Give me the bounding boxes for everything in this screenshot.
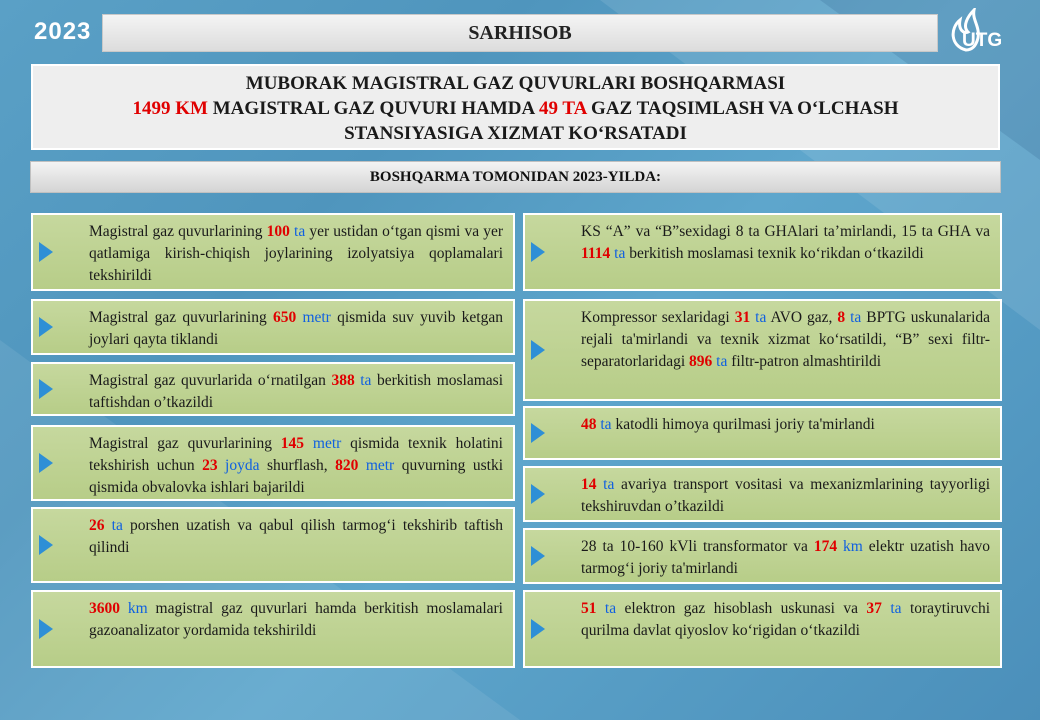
header-count-value: 49: [538, 98, 558, 119]
item-unit: joyda: [217, 457, 260, 474]
item-unit: metr: [296, 309, 331, 326]
page-title: [102, 14, 938, 52]
item-unit: km: [120, 600, 148, 617]
item-text: [581, 221, 990, 265]
item-unit: metr: [358, 457, 395, 474]
section-subheader-text: BOSHQARMA TOMONIDAN 2023-YILDA:: [369, 168, 662, 185]
item-unit: ta: [289, 223, 306, 240]
header-line-2: [33, 96, 998, 121]
year-label: 2023: [34, 18, 92, 45]
item-text: [89, 307, 503, 351]
arrow-right-icon: [531, 619, 545, 639]
arrow-right-icon: [39, 242, 53, 262]
item-text-part: BPTG uskunalarida rejali ta'mirlandi va texnik xizmat ko‘rsatildi, “B” sexi filtr-separatorlaridagi: [581, 309, 991, 370]
item-number: 51: [581, 600, 597, 617]
item-text-part: avariya transport vositasi va mexanizmlarining tayyorligi tekshiruvdan o’tkazildi: [581, 476, 991, 515]
right-item-card: [523, 299, 1002, 401]
item-unit: ta: [881, 600, 902, 617]
arrow-right-icon: [531, 546, 545, 566]
right-item-card: [523, 590, 1002, 668]
right-item-card: [523, 466, 1002, 522]
section-subheader: [30, 161, 1001, 193]
left-item-card: [31, 425, 515, 501]
item-number: 14: [581, 476, 597, 493]
item-number: 1114: [581, 245, 611, 262]
header-line-1: MUBORAK MAGISTRAL GAZ QUVURLARI BOSHQARMASI: [245, 73, 786, 94]
page-title-text: SARHISOB: [468, 21, 572, 44]
item-number: 37: [866, 600, 882, 617]
item-text: [581, 414, 990, 436]
item-number: 145: [280, 435, 305, 452]
item-text-part: qismida suv yuvib ketgan joylari qayta tiklandi: [89, 309, 503, 348]
arrow-right-icon: [39, 379, 53, 399]
item-number: 8: [837, 309, 846, 326]
header-line-3: STANSIYASIGA XIZMAT KO‘RSATADI: [344, 123, 687, 144]
item-number: 820: [335, 457, 359, 474]
item-unit: ta: [104, 517, 123, 534]
header-line-2-mid: MAGISTRAL GAZ QUVURI HAMDA: [212, 98, 535, 119]
item-text-part: Magistral gaz quvurlarining: [89, 435, 281, 452]
item-text-part: filtr-patron almashtirildi: [727, 353, 882, 370]
item-text-part: Magistral gaz quvurlarida o‘rnatilgan: [89, 372, 332, 389]
item-number: 896: [689, 353, 713, 370]
item-text-part: berkitish moslamasi texnik ko‘rikdan o‘tkazildi: [625, 245, 924, 262]
item-text: [581, 474, 990, 518]
item-number: 26: [89, 517, 105, 534]
item-unit: km: [837, 538, 863, 555]
arrow-right-icon: [531, 242, 545, 262]
item-number: 388: [331, 372, 355, 389]
item-number: 650: [272, 309, 297, 326]
item-text: [581, 598, 990, 642]
item-unit: ta: [845, 309, 862, 326]
header-count-unit: TA: [562, 98, 587, 119]
left-item-card: [31, 299, 515, 355]
item-text: [89, 515, 503, 559]
item-text-part: Magistral gaz quvurlarining: [89, 223, 267, 240]
item-text-part: Kompressor sexlaridagi: [581, 309, 735, 326]
item-text-part: katodli himoya qurilmasi joriy ta'mirlandi: [611, 416, 875, 433]
arrow-right-icon: [39, 317, 53, 337]
arrow-right-icon: [39, 535, 53, 555]
item-text-part: magistral gaz quvurlari hamda berkitish moslamalari gazoanalizator yordamida tekshirildi: [89, 600, 503, 639]
arrow-right-icon: [531, 340, 545, 360]
arrow-right-icon: [531, 484, 545, 504]
item-number: 3600: [89, 600, 120, 617]
item-text-part: berkitish moslamasi taftishdan o’tkazildi: [89, 372, 504, 411]
right-item-card: [523, 213, 1002, 291]
item-text-part: shurflash,: [259, 457, 336, 474]
item-number: 23: [202, 457, 218, 474]
right-item-card: [523, 406, 1002, 460]
left-item-card: [31, 507, 515, 583]
item-text-part: qismida texnik holatini tekshirish uchun: [89, 435, 503, 474]
item-text-part: 28 ta 10-160 kVli transformator va: [581, 538, 814, 555]
item-number: 100: [266, 223, 290, 240]
item-text-part: elektron gaz hisoblash uskunasi va: [616, 600, 867, 617]
item-text-part: KS “A” va “B”sexidagi 8 ta GHAlari ta’mirlandi, 15 ta GHA va: [581, 223, 990, 240]
right-item-card: [523, 528, 1002, 584]
item-text: [581, 307, 990, 373]
item-unit: ta: [596, 416, 612, 433]
item-text-part: toraytiruvchi qurilma davlat qiyoslov ko‘rigidan o‘tkazildi: [581, 600, 991, 639]
item-text-part: elektr uzatish havo tarmog‘i joriy ta'mirlandi: [581, 538, 991, 577]
header-box: [31, 64, 1000, 150]
item-number: 31: [734, 309, 751, 326]
item-text: [89, 598, 503, 642]
item-unit: ta: [354, 372, 372, 389]
header-line-2-end: GAZ TAQSIMLASH VA O‘LCHASH: [591, 98, 899, 119]
item-text: [89, 221, 503, 287]
item-text-part: AVO gaz,: [766, 309, 838, 326]
item-unit: ta: [750, 309, 767, 326]
item-text-part: quvurning ustki qismida obvalovka ishlari bajarildi: [89, 457, 504, 496]
left-item-card: [31, 590, 515, 668]
arrow-right-icon: [531, 423, 545, 443]
item-text: [89, 433, 503, 499]
item-text-part: Magistral gaz quvurlarining: [89, 309, 273, 326]
item-unit: ta: [596, 476, 615, 493]
left-item-card: [31, 362, 515, 416]
arrow-right-icon: [39, 619, 53, 639]
header-km-value: 1499 KM: [132, 98, 208, 119]
item-text-part: porshen uzatish va qabul qilish tarmog‘i tekshirib taftish qilindi: [89, 517, 504, 556]
item-text: [581, 536, 990, 580]
item-unit: ta: [596, 600, 617, 617]
item-unit: ta: [712, 353, 728, 370]
arrow-right-icon: [39, 453, 53, 473]
item-text: [89, 370, 503, 414]
item-text-part: yer ustidan o‘tgan qismi va yer qatlamiga kirish-chiqish joylarining izolyatsiya qoplamalari tekshirildi: [89, 223, 503, 284]
item-number: 174: [813, 538, 838, 555]
left-item-card: [31, 213, 515, 291]
item-number: 48: [581, 416, 597, 433]
item-unit: ta: [610, 245, 626, 262]
logo-text: UTG: [962, 30, 1003, 51]
item-unit: metr: [304, 435, 342, 452]
